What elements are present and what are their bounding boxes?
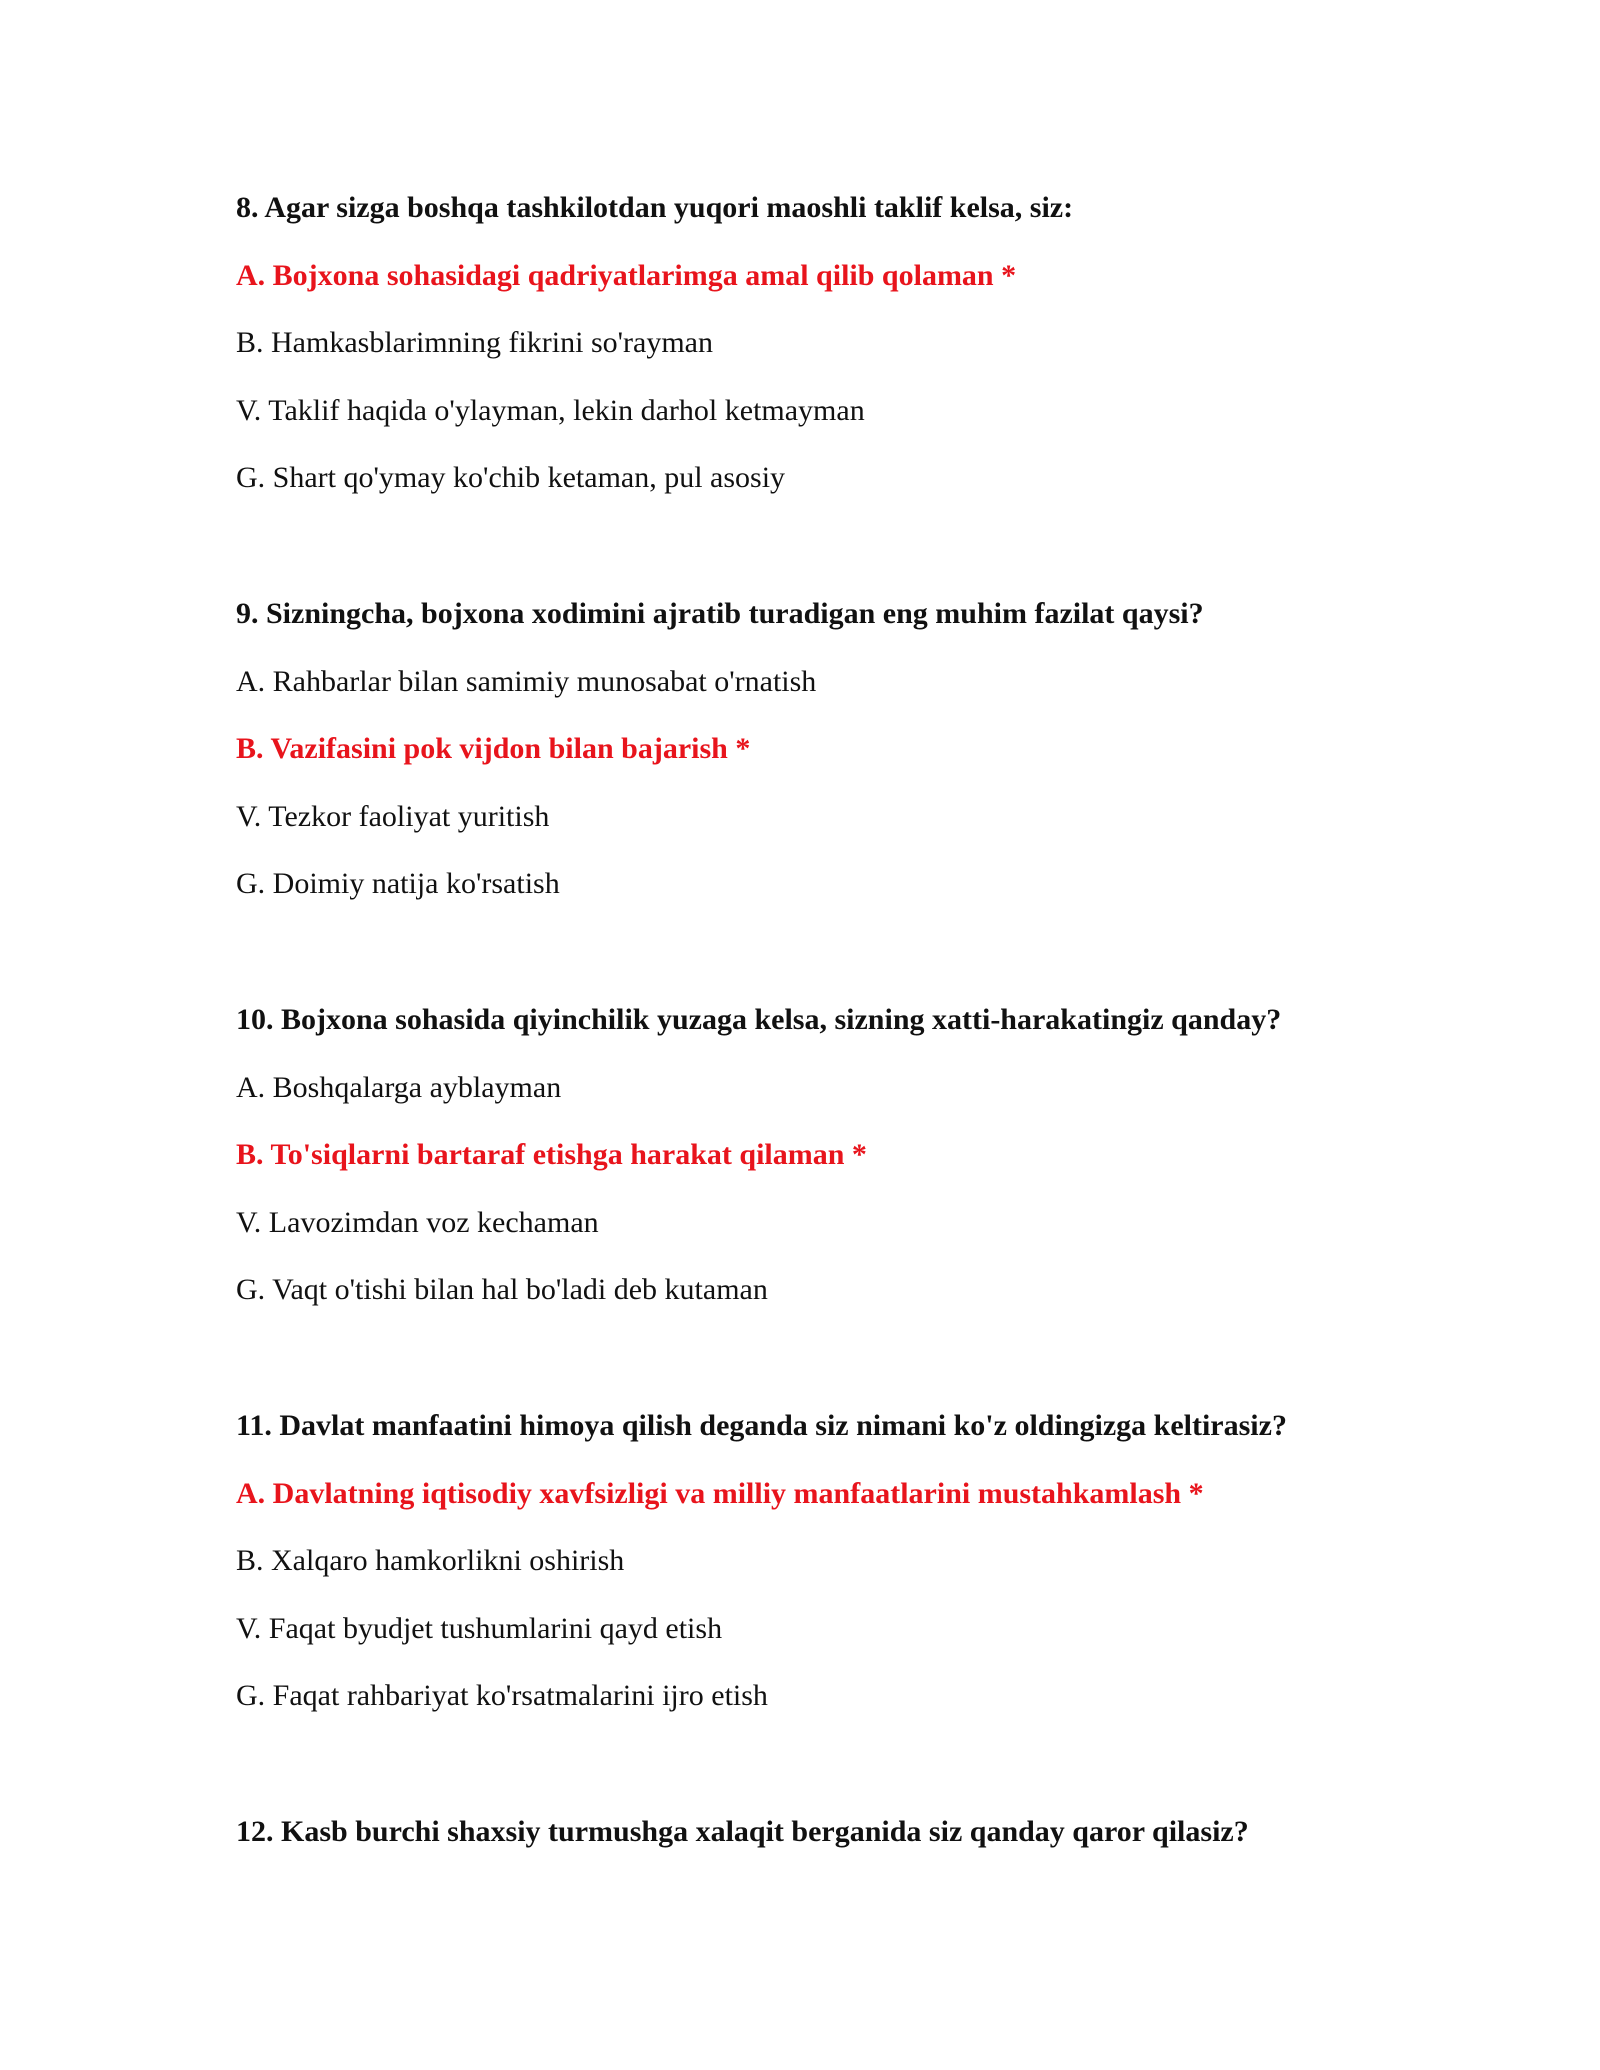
question-9 [236, 594, 1436, 904]
option-a-correct: A. Davlatning iqtisodiy xavfsizligi va milliy manfaatlarini mustahkamlash * [236, 1476, 1204, 1510]
option-a: A. Rahbarlar bilan samimiy munosabat o'rnatish [236, 664, 817, 698]
option-g: G. Vaqt o'tishi bilan hal bo'ladi deb kutaman [236, 1273, 768, 1306]
option-v: V. Lavozimdan voz kechaman [236, 1205, 599, 1239]
question-text: 12. Kasb burchi shaxsiy turmushga xalaqit berganida siz qanday qaror qilasiz? [236, 1815, 1249, 1848]
option-b: B. Hamkasblarimning fikrini so'rayman [236, 326, 713, 359]
question-text: 9. Sizningcha, bojxona xodimini ajratib turadigan eng muhim fazilat qaysi? [236, 597, 1204, 630]
option-v: V. Tezkor faoliyat yuritish [236, 799, 550, 833]
option-b: B. Xalqaro hamkorlikni oshirish [236, 1544, 625, 1577]
option-g: G. Doimiy natija ko'rsatish [236, 867, 560, 900]
option-g: G. Faqat rahbariyat ko'rsatmalarini ijro etish [236, 1679, 768, 1712]
option-a: A. Boshqalarga ayblayman [236, 1070, 562, 1104]
option-v: V. Taklif haqida o'ylayman, lekin darhol ketmayman [236, 393, 865, 427]
question-11 [236, 1406, 1436, 1716]
option-v: V. Faqat byudjet tushumlarini qayd etish [236, 1611, 723, 1645]
question-10 [236, 1000, 1436, 1310]
option-g: G. Shart qo'ymay ko'chib ketaman, pul asosiy [236, 461, 786, 494]
question-8 [236, 188, 1436, 498]
question-text: 8. Agar sizga boshqa tashkilotdan yuqori maoshli taklif kelsa, siz: [236, 191, 1074, 224]
question-text: 10. Bojxona sohasida qiyinchilik yuzaga kelsa, sizning xatti-harakatingiz qanday? [236, 1003, 1282, 1036]
option-b-correct: B. To'siqlarni bartaraf etishga harakat qilaman * [236, 1138, 867, 1171]
option-a-correct: A. Bojxona sohasidagi qadriyatlarimga amal qilib qolaman * [236, 258, 1017, 292]
question-12 [236, 1812, 1436, 1852]
option-b-correct: B. Vazifasini pok vijdon bilan bajarish * [236, 732, 751, 765]
question-text: 11. Davlat manfaatini himoya qilish deganda siz nimani ko'z oldingizga keltirasiz? [236, 1409, 1287, 1442]
